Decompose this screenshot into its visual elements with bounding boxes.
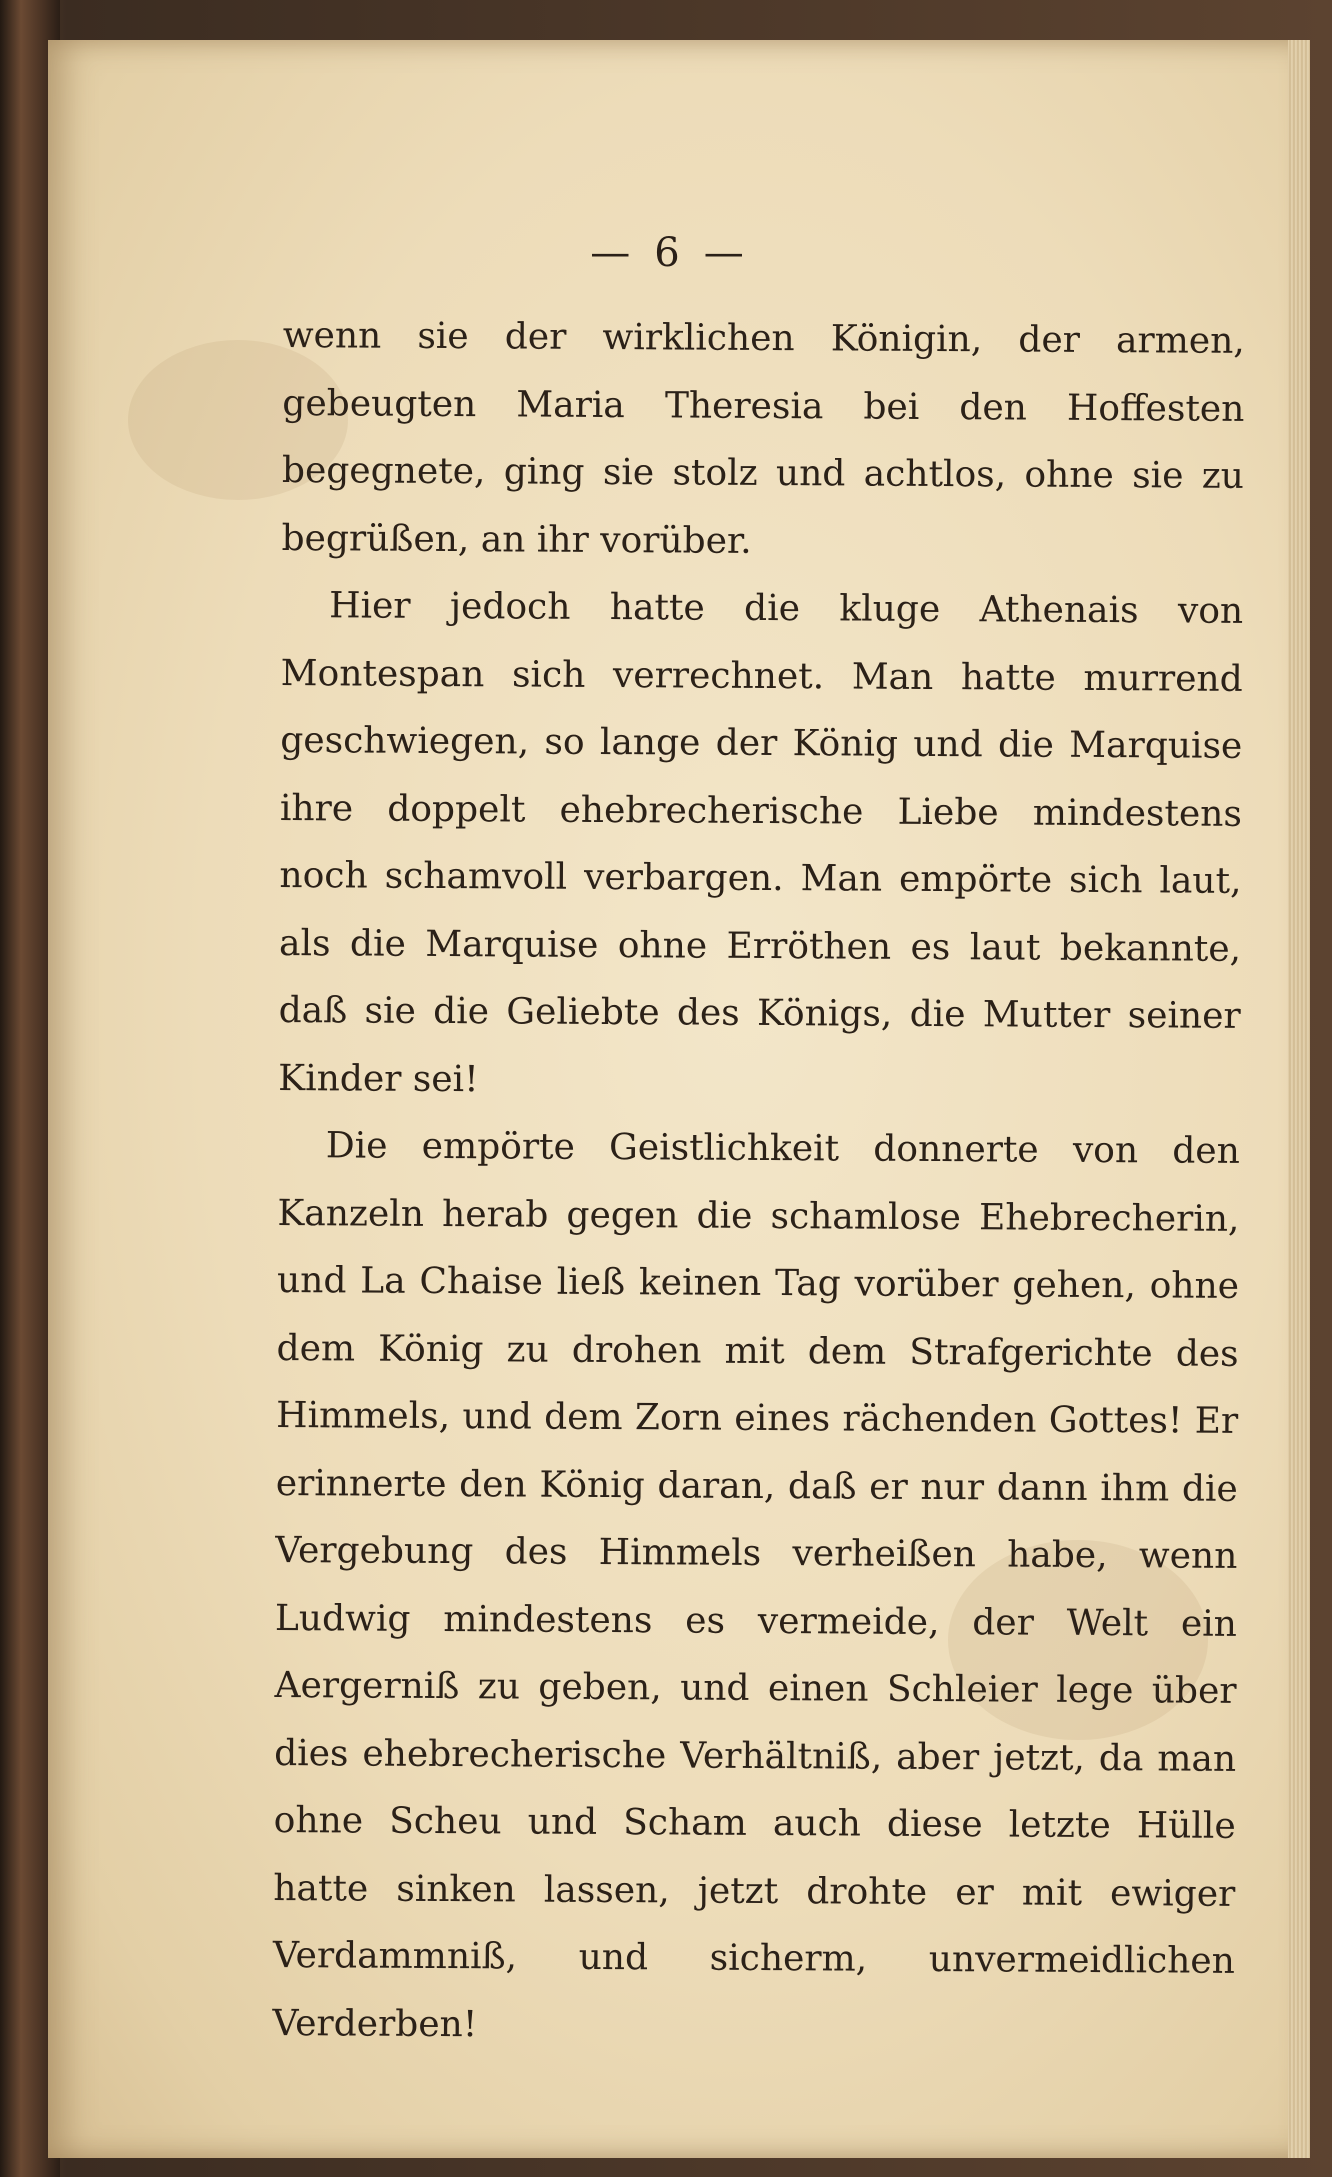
paragraph: Hier jedoch hatte die kluge Athenais von Montespan sich verrechnet. Man hatte murrend geschwiegen, so lange der König und die Marquise ihre doppelt ehebrecherische Liebe mindestens noch schamvoll verbargen. Man empörte sich laut, als die Marquise ohne Erröthen es laut bekannte, daß sie die Geliebte des Königs, die Mutter seiner Kinder sei! [278, 585, 1244, 1100]
header-dash-left: — [590, 230, 633, 276]
paragraph: Die empörte Geistlichkeit donnerte von den Kanzeln herab gegen die schamlose Ehebrecherin, und La Chaise ließ keinen Tag vorüber gehen, ohne dem König zu drohen mit dem Strafgerichte des Himmels, und dem Zorn eines rächenden Gottes! Er erinnerte den König daran, daß er nur dann ihm die Vergebung des Himmels verheißen habe, wenn Ludwig mindestens es vermeide, der Welt ein Aergerniß zu geben, und einen Schleier lege über dies ehebrecherische Verhältniß, aber jetzt, da man ohne Scheu und Scham auch diese letzte Hülle hatte sinken lassen, jetzt drohte er mit ewiger Verdammniß, und sicherm, unvermeidlichen Verderben! [272, 1125, 1240, 2045]
paragraph: wenn sie der wirklichen Königin, der armen, gebeugten Maria Theresia bei den Hoffesten begegnete, ging sie stolz und achtlos, ohne sie zu begrüßen, an ihr vorüber. [281, 314, 1245, 562]
page-header [48, 230, 1288, 276]
body-text [272, 302, 1245, 2063]
book-page [48, 40, 1310, 2158]
header-dash-right: — [703, 230, 746, 276]
page-edges [1288, 40, 1310, 2158]
page-number: 6 [654, 230, 682, 276]
